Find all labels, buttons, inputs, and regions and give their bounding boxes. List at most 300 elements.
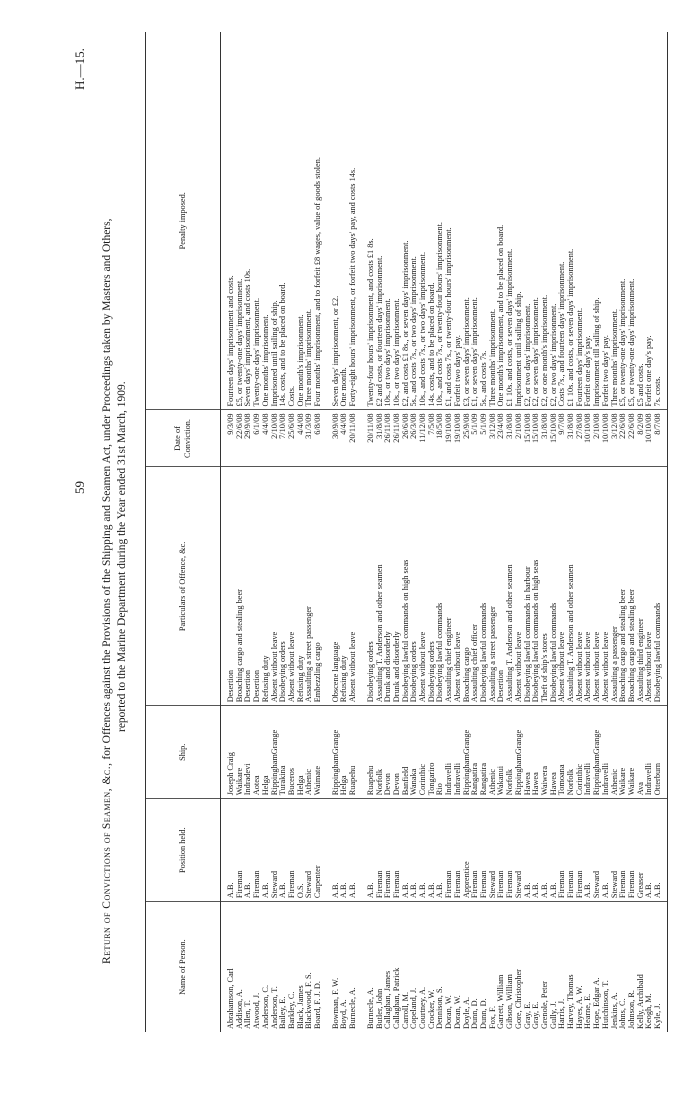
penalty-cell: 5s., and costs 7s. xyxy=(480,32,489,410)
penalty-cell: One month. xyxy=(340,32,349,410)
offence-cell: Absent without leave xyxy=(349,467,358,706)
person-name-cell: Gore, Christopher xyxy=(513,969,523,1029)
penalty-cell: 10s., and costs 7s., or two days' imprisonment. xyxy=(419,32,428,410)
ship-cell: Otterburn xyxy=(654,706,667,799)
ship-cell: RippinghamGrange xyxy=(593,706,602,799)
offence-cell: Disobeying lawful commands xyxy=(436,467,445,706)
offence-cell: Absent without leave xyxy=(515,467,524,706)
penalty-cell: Forfeit two days' pay. xyxy=(602,32,611,410)
penalty-cell: £1, or seven days' imprisonment. xyxy=(471,32,480,410)
person-name-cell: Hutchinson, T. xyxy=(600,980,610,1029)
conviction-date-cell: 27/8/08 xyxy=(576,410,585,467)
penalty-cell: £1, and costs 7s., or twenty-four hours' imprisonment. xyxy=(445,32,454,410)
penalty-cell: 10s., or two days' imprisonment. xyxy=(384,32,393,410)
penalty-cell: £3, or seven days' imprisonment. xyxy=(463,32,472,410)
penalty-cell: Twenty-one days' imprisonment. xyxy=(253,32,262,410)
offence-cell: Absent without leave xyxy=(558,467,567,706)
person-name-cell: Blackwood, F. S. xyxy=(304,972,314,1029)
conviction-date-cell: 18/5/08 xyxy=(436,410,445,467)
offence-cell: Disobeying orders xyxy=(279,467,288,706)
position-cell: Fireman xyxy=(376,799,385,902)
offence-cell: Obscene language xyxy=(332,467,341,706)
ship-cell: Rangatira xyxy=(471,706,480,799)
ship-cell: Joseph Craig xyxy=(221,706,236,799)
position-cell: Steward xyxy=(489,799,498,902)
position-cell: A.B. xyxy=(262,799,271,902)
ship-cell: Corinthic xyxy=(576,706,585,799)
conviction-date-cell: 25/6/08 xyxy=(288,410,297,467)
offence-cell: Broaching cargo and stealing beer xyxy=(236,467,245,706)
penalty-cell: One months' imprisonment. xyxy=(262,32,271,410)
person-name-cell: Fox, F. xyxy=(487,1005,497,1029)
ship-cell: Waimate xyxy=(314,706,323,799)
conviction-date-cell: 2/10/08 xyxy=(593,410,602,467)
person-name-cell: Courtney, A. xyxy=(418,986,428,1029)
position-cell: Fireman xyxy=(253,799,262,902)
conviction-date-cell: 2/10/08 xyxy=(271,410,280,467)
person-name-cell: Kyle, J. xyxy=(654,902,667,1032)
position-cell: Steward xyxy=(515,799,524,902)
offence-cell: Absent without leave xyxy=(584,467,593,706)
conviction-date-cell: 23/4/08 xyxy=(497,410,506,467)
position-cell: Fireman xyxy=(445,799,454,902)
page-number: 59 xyxy=(72,481,87,494)
conviction-date-cell: 31/8/08 xyxy=(541,410,550,467)
offence-cell: Absent without leave xyxy=(288,467,297,706)
person-name-cell: Garrett, William xyxy=(496,974,506,1029)
offence-cell: Assaulting third engineer xyxy=(637,467,646,706)
person-name-cell: Callaghan, James xyxy=(383,970,393,1029)
person-name-cell: Anderson, C. xyxy=(260,984,270,1029)
ship-cell: Indradevi xyxy=(244,706,253,799)
title-line2: reported to the Marine Department during the Year ended 31st March, 1909. xyxy=(116,381,128,732)
person-name-cell: Johnson, R. xyxy=(626,990,636,1029)
ship-cell: Tongariro xyxy=(428,706,437,799)
position-cell: A.B. xyxy=(584,799,593,902)
col-position-header: Position held. xyxy=(146,799,221,902)
penalty-cell: £5, or twenty-one days' imprisonment. xyxy=(628,32,637,410)
position-cell: A.B. xyxy=(419,799,428,902)
conviction-date-cell: 3/12/08 xyxy=(489,410,498,467)
offence-cell: Refusing duty xyxy=(340,467,349,706)
penalty-cell: Costs. xyxy=(288,32,297,410)
conviction-date-cell: 31/8/08 xyxy=(567,410,576,467)
penalty-cell: £2, and costs £1 8s., or seven days' imprisonment. xyxy=(402,32,411,410)
ship-cell: RippinghamGrange xyxy=(463,706,472,799)
penalty-cell: Imprisonment till sailing of ship. xyxy=(593,32,602,410)
person-name-cell: Gray, E. xyxy=(531,1001,541,1029)
penalty-cell: £2, or two days' imprisonment. xyxy=(550,32,559,410)
conviction-date-cell: 9/7/08 xyxy=(558,410,567,467)
penalty-cell: £2 and costs, or fourteen days' imprisonment. xyxy=(376,32,385,410)
position-cell: Fireman xyxy=(288,799,297,902)
position-cell: A.B. xyxy=(367,799,376,902)
ship-cell: Helga xyxy=(340,706,349,799)
position-cell: A.B. xyxy=(541,799,550,902)
offence-cell: Assaulting T. Anderson and other seamen xyxy=(506,467,515,706)
ship-cell: Banfield xyxy=(402,706,411,799)
position-cell: A.B. xyxy=(654,799,667,902)
offence-cell: Disobeying lawful commands in harbour xyxy=(524,467,533,706)
offence-cell: Desertion xyxy=(497,467,506,706)
ship-cell: Ruapehu xyxy=(349,706,358,799)
position-cell: A.B. xyxy=(428,799,437,902)
penalty-cell: Fourteen days' imprisonment. xyxy=(576,32,585,410)
conviction-date-cell: 29/9/08 xyxy=(244,410,253,467)
ship-cell: Ruapehu xyxy=(367,706,376,799)
conviction-date-cell: 9/3/09 xyxy=(221,410,236,467)
person-name-cell: Dennison, S. xyxy=(435,986,445,1029)
offence-cell: Drunk and disorderly xyxy=(393,467,402,706)
conviction-date-cell: 4/4/08 xyxy=(262,410,271,467)
document-reference: H.—15. xyxy=(72,48,87,90)
position-cell: A.B. xyxy=(436,799,445,902)
penalty-cell: 10s., and costs 7s., or twenty-four hours' imprisonment. xyxy=(436,32,445,410)
conviction-date-cell: 19/10/08 xyxy=(445,410,454,467)
person-name-cell: Allen, T. xyxy=(243,1000,253,1029)
position-cell: Fireman xyxy=(471,799,480,902)
offence-cell: Absent without leave xyxy=(593,467,602,706)
position-cell: Steward xyxy=(305,799,314,902)
offence-cell: Refusing duty xyxy=(262,467,271,706)
ship-cell: RippinghamGrange xyxy=(271,706,280,799)
penalty-cell: Fourteen days' imprisonment and costs. xyxy=(221,32,236,410)
conviction-date-cell: 31/8/08 xyxy=(376,410,385,467)
ship-cell: Helga xyxy=(297,706,306,799)
position-cell: Fireman xyxy=(628,799,637,902)
person-name-cell: Burnecle, A. xyxy=(365,987,375,1029)
penalty-cell: £2, or seven days' imprisonment. xyxy=(532,32,541,410)
penalty-cell: Forty-eight hours' imprisonment, or forfeit two days' pay, and costs 14s. xyxy=(349,32,358,410)
offence-cell: Refusing duty xyxy=(297,467,306,706)
position-cell: Fireman xyxy=(576,799,585,902)
offence-cell: Desertion xyxy=(221,467,236,706)
ship-cell: Rio xyxy=(436,706,445,799)
penalty-cell: Seven days' imprisonment, or £2. xyxy=(332,32,341,410)
offence-cell: Assaulting T. Anderson and other seamen xyxy=(567,467,576,706)
penalty-cell: Forfeit two days' pay. xyxy=(454,32,463,410)
offence-cell: Drunk and disorderly xyxy=(384,467,393,706)
penalty-cell: £5, or twenty-one days' imprisonment. xyxy=(619,32,628,410)
penalty-cell: £5, or twenty-one days' imprisonment. xyxy=(236,32,245,410)
offence-cell: Disobeying lawful commands on high seas xyxy=(532,467,541,706)
person-name-cell: Keogh, M. xyxy=(644,993,654,1029)
penalty-cell: £5 and costs. xyxy=(637,32,646,410)
conviction-date-cell: 3/12/08 xyxy=(611,410,620,467)
person-name-cell: Addison, A. xyxy=(234,989,244,1029)
conviction-date-cell: 10/10/08 xyxy=(645,410,654,467)
person-name-cell: Hope, Edgar A. xyxy=(592,977,602,1029)
table-body xyxy=(221,32,668,1032)
ship-cell: Hawea xyxy=(532,706,541,799)
person-name-cell: Bowman, F. W. xyxy=(330,977,340,1029)
ship-cell: Waikare xyxy=(619,706,628,799)
offence-cell: Assaulting a street passenger xyxy=(489,467,498,706)
ship-cell: Hawea xyxy=(524,706,533,799)
penalty-cell: Four months' imprisonment, and to forfeit £8 wages, value of goods stolen. xyxy=(314,32,323,410)
ship-cell: Aotea xyxy=(253,706,262,799)
table-row xyxy=(654,32,667,1032)
offence-cell: Disobeying lawful commands xyxy=(480,467,489,706)
ship-cell: Tomoana xyxy=(558,706,567,799)
offence-cell: Assaulting T. Anderson and other seamen xyxy=(376,467,385,706)
ship-cell: Waikare xyxy=(236,706,245,799)
person-name-cell: Grenole, Peter xyxy=(539,981,549,1029)
conviction-date-cell: 6/1/09 xyxy=(253,410,262,467)
offence-cell: Absent without leave xyxy=(576,467,585,706)
ship-cell: RippinghamGrange xyxy=(515,706,524,799)
penalty-cell: Three months' imprisonment. xyxy=(305,32,314,410)
penalty-cell: £1 10s. and costs, or seven days' imprisonment. xyxy=(567,32,576,410)
ship-cell: Indravelli xyxy=(454,706,463,799)
person-name-cell: Bailey, E. xyxy=(278,996,288,1029)
person-name-cell: Hayes, A. W. xyxy=(574,985,584,1029)
position-cell: O.S. xyxy=(297,799,306,902)
conviction-date-cell: 22/6/08 xyxy=(236,410,245,467)
offence-cell: Disobeying lawful commands xyxy=(550,467,559,706)
position-cell: Fireman xyxy=(497,799,506,902)
position-cell: Fireman xyxy=(480,799,489,902)
offence-cell: Broaching cargo and stealing beer xyxy=(628,467,637,706)
offence-cell: Absent without leave xyxy=(454,467,463,706)
conviction-date-cell: 8/7/08 xyxy=(654,410,667,467)
title-line1: for Offences against the Provisions of the Shipping and Seamen Act, under Proceedings taken by Masters and Others, xyxy=(101,218,113,760)
offence-cell: Assaulting chief engineer xyxy=(445,467,454,706)
position-cell: A.B. xyxy=(244,799,253,902)
penalty-cell: One month's imprisonment. xyxy=(297,32,306,410)
person-name-cell: Atwood, J. xyxy=(252,992,262,1029)
position-cell: Steward xyxy=(271,799,280,902)
person-name-cell: Doran, W. xyxy=(444,995,454,1029)
offence-cell: Disobeying orders xyxy=(410,467,419,706)
penalty-cell: £1 10s. and costs, or seven days' imprisonment. xyxy=(506,32,515,410)
col-offence-header: Particulars of Offence, &c. xyxy=(146,467,221,706)
penalty-cell: Forfeit one day's pay. xyxy=(645,32,654,410)
penalty-cell: Twenty-four hours' imprisonment, and costs £1 8s. xyxy=(367,32,376,410)
position-cell: A.B. xyxy=(532,799,541,902)
penalty-cell: Three months' imprisonment. xyxy=(611,32,620,410)
position-cell: Fireman xyxy=(506,799,515,902)
position-cell: Fireman xyxy=(558,799,567,902)
conviction-date-cell: 10/10/08 xyxy=(602,410,611,467)
table-row xyxy=(221,32,236,1032)
penalty-cell: 10s., or two days' imprisonment. xyxy=(393,32,402,410)
ship-cell: Athenic xyxy=(611,706,620,799)
person-name-cell: Gibson, William xyxy=(505,974,515,1029)
ship-cell: Ava xyxy=(637,706,646,799)
position-cell: Fireman xyxy=(619,799,628,902)
position-cell: A.B. xyxy=(550,799,559,902)
person-name-cell: Boyd, A. xyxy=(339,999,349,1029)
conviction-date-cell: 26/11/08 xyxy=(384,410,393,467)
position-cell: Steward xyxy=(611,799,620,902)
conviction-date-cell: 30/9/08 xyxy=(332,410,341,467)
penalty-cell: Costs 7s., and fourteen days' imprisonment. xyxy=(558,32,567,410)
ship-cell: Helga xyxy=(262,706,271,799)
penalty-cell: 7s. costs. xyxy=(654,32,667,410)
position-cell: A.B. xyxy=(402,799,411,902)
offence-cell: Absent without leave xyxy=(602,467,611,706)
conviction-date-cell: 20/11/08 xyxy=(349,410,358,467)
conviction-date-cell: 15/10/08 xyxy=(524,410,533,467)
position-cell: A.B. xyxy=(221,799,236,902)
col-penalty-header: Penalty imposed. xyxy=(146,32,221,410)
position-cell: A.B. xyxy=(602,799,611,902)
ship-cell: Hawea xyxy=(550,706,559,799)
person-name-cell: Dunn, D. xyxy=(470,998,480,1029)
ship-cell: Indravelli xyxy=(445,706,454,799)
conviction-date-cell: 26/3/08 xyxy=(410,410,419,467)
person-name-cell: Hearne, E. xyxy=(583,993,593,1029)
table-row xyxy=(349,32,358,1032)
conviction-date-cell: 4/4/08 xyxy=(297,410,306,467)
offence-cell: Assaulting a street passenger xyxy=(305,467,314,706)
conviction-date-cell: 22/6/08 xyxy=(619,410,628,467)
conviction-date-cell: 26/6/08 xyxy=(402,410,411,467)
ship-cell: Athenic xyxy=(489,706,498,799)
ship-cell: Devon xyxy=(384,706,393,799)
conviction-date-cell: 26/11/08 xyxy=(393,410,402,467)
penalty-cell: One month's imprisonment, and to be placed on board. xyxy=(497,32,506,410)
offence-cell: Broaching cargo xyxy=(463,467,472,706)
penalty-cell: Forfeit one day's pay. xyxy=(584,32,593,410)
conviction-date-cell: 19/10/08 xyxy=(454,410,463,467)
offence-cell: Disobeying orders xyxy=(428,467,437,706)
offence-cell: Desertion xyxy=(253,467,262,706)
ship-cell: Wakanui xyxy=(497,706,506,799)
penalty-cell: Imprisoned until sailing of ship. xyxy=(271,32,280,410)
ship-cell: Indravelli xyxy=(602,706,611,799)
person-name-cell: Jenkins, A. xyxy=(609,992,619,1029)
ship-cell: Devon xyxy=(393,706,402,799)
person-name-cell: Harvey, Thomas xyxy=(566,974,576,1029)
conviction-date-cell: 20/11/08 xyxy=(367,410,376,467)
person-name-cell: Callaghan, Patrick xyxy=(391,967,401,1029)
ship-cell: Turakina xyxy=(279,706,288,799)
ship-cell: Norfolk xyxy=(506,706,515,799)
penalty-cell: Seven days' imprisonment, and costs 10s. xyxy=(244,32,253,410)
ship-cell: Norfolk xyxy=(376,706,385,799)
position-cell: Steward xyxy=(593,799,602,902)
position-cell: Carpenter xyxy=(314,799,323,902)
person-name-cell: Kelly, Archibald xyxy=(635,974,645,1029)
title-subject: Seamen, &c., xyxy=(101,762,113,830)
penalty-cell: 14s. costs, and to be placed on board. xyxy=(279,32,288,410)
penalty-cell: £2, or one month's imprisonment. xyxy=(541,32,550,410)
person-name-cell: Board, F. J. D. xyxy=(313,981,323,1029)
table-row xyxy=(288,32,297,1032)
conviction-date-cell: 11/12/08 xyxy=(419,410,428,467)
conviction-date-cell: 2/10/08 xyxy=(515,410,524,467)
table-row xyxy=(314,32,323,1032)
offence-cell: Absent without leave xyxy=(271,467,280,706)
col-date-header: Date of Conviction. xyxy=(146,410,221,467)
penalty-cell: 5s., and costs 7s., or two days' imprisonment. xyxy=(410,32,419,410)
offence-cell: Disobeying lawful commands on high seas xyxy=(402,467,411,706)
position-cell: Fireman xyxy=(454,799,463,902)
ship-cell: RippinghamGrange xyxy=(332,706,341,799)
person-name-cell: Crocker, W. xyxy=(426,989,436,1029)
person-name-cell: Johns, C. xyxy=(618,998,628,1029)
offence-cell: Desertion xyxy=(244,467,253,706)
penalty-cell: £2, or two days' imprisonment. xyxy=(524,32,533,410)
person-name-cell: Barkley, C. xyxy=(286,991,296,1029)
position-cell: A.B. xyxy=(279,799,288,902)
offence-cell: Embezzling cargo xyxy=(314,467,323,706)
position-cell: Greaser xyxy=(637,799,646,902)
person-name-cell: Doran, W. xyxy=(452,995,462,1029)
conviction-date-cell: 25/9/08 xyxy=(463,410,472,467)
conviction-date-cell: 6/8/08 xyxy=(314,410,323,467)
offence-cell: Assaulting chief officer xyxy=(471,467,480,706)
conviction-date-cell: 5/1/09 xyxy=(480,410,489,467)
conviction-date-cell: 10/10/08 xyxy=(584,410,593,467)
position-cell: Apprentice xyxy=(463,799,472,902)
conviction-date-cell: 15/10/08 xyxy=(550,410,559,467)
person-name-cell: Doyle, A. xyxy=(461,996,471,1029)
penalty-cell: Imprisonment until sailing of ship. xyxy=(515,32,524,410)
title-prefix: Return of Convictions of xyxy=(101,832,113,964)
position-cell: Fireman xyxy=(384,799,393,902)
person-name-cell: Carroll, M. xyxy=(400,991,410,1029)
ship-cell: Waiwera xyxy=(541,706,550,799)
conviction-date-cell: 31/8/08 xyxy=(506,410,515,467)
position-cell: A.B. xyxy=(332,799,341,902)
person-name-cell: Gully, J. xyxy=(548,1001,558,1029)
position-cell: A.B. xyxy=(524,799,533,902)
offence-cell: Absent without leave xyxy=(419,467,428,706)
table-header-row xyxy=(146,32,221,1032)
ship-cell: Norfolk xyxy=(567,706,576,799)
conviction-date-cell: 15/10/08 xyxy=(532,410,541,467)
ship-cell: Waikare xyxy=(628,706,637,799)
offence-cell: Absent without leave xyxy=(645,467,654,706)
report-title xyxy=(100,14,130,964)
ship-cell: Indravelli xyxy=(584,706,593,799)
person-name-cell: Dunn, D. xyxy=(478,998,488,1029)
conviction-date-cell: 8/2/09 xyxy=(637,410,646,467)
conviction-date-cell: 5/1/09 xyxy=(471,410,480,467)
convictions-table xyxy=(145,32,668,1032)
person-name-cell: Harris, J. xyxy=(557,998,567,1029)
offence-cell: Disobeying orders xyxy=(367,467,376,706)
offence-cell: Broaching cargo and stealing beer xyxy=(619,467,628,706)
col-name-header: Name of Person. xyxy=(146,902,221,1032)
person-name-cell: Copeland, J. xyxy=(409,987,419,1029)
position-cell: A.B. xyxy=(349,799,358,902)
conviction-date-cell: 7/5/08 xyxy=(428,410,437,467)
ship-cell: Wanaka xyxy=(410,706,419,799)
person-name-cell: Burnecle, A. xyxy=(348,987,358,1029)
conviction-date-cell: 31/3/09 xyxy=(305,410,314,467)
position-cell: A.B. xyxy=(410,799,419,902)
ship-cell: Buceros xyxy=(288,706,297,799)
col-ship-header: Ship. xyxy=(146,706,221,799)
person-name-cell: Butler, John xyxy=(374,988,384,1029)
conviction-date-cell: 7/10/08 xyxy=(279,410,288,467)
ship-cell: Athenic xyxy=(305,706,314,799)
person-name-cell: Gray, E. xyxy=(522,1001,532,1029)
position-cell: Fireman xyxy=(567,799,576,902)
person-name-cell: Anderson, T. xyxy=(269,986,279,1029)
person-name-cell: Black, James xyxy=(295,985,305,1029)
ship-cell: Corinthic xyxy=(419,706,428,799)
offence-cell: Assaulting a passenger xyxy=(611,467,620,706)
penalty-cell: Three months' imprisonment. xyxy=(489,32,498,410)
conviction-date-cell: 22/6/08 xyxy=(628,410,637,467)
ship-cell: Rangatira xyxy=(480,706,489,799)
offence-cell: Theft of ship's stores xyxy=(541,467,550,706)
